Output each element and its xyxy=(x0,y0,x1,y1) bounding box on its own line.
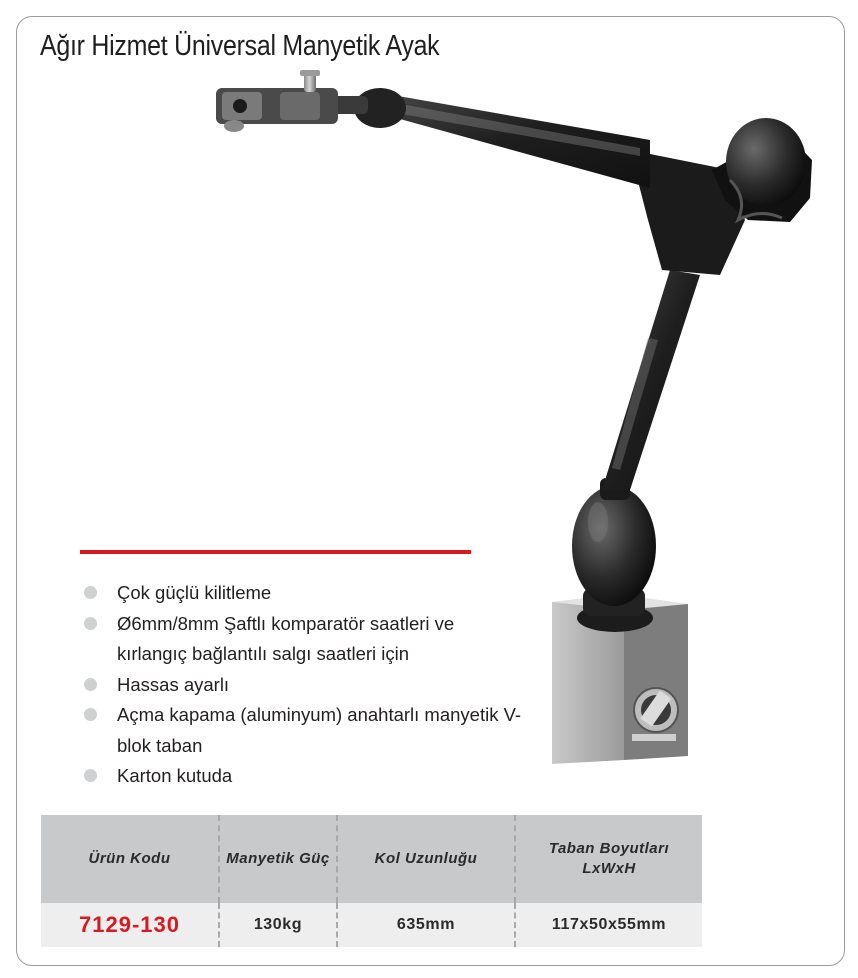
bullet-icon xyxy=(84,617,97,630)
feature-item xyxy=(84,578,524,609)
bullet-icon xyxy=(84,678,97,691)
feature-item xyxy=(84,670,524,701)
base-dimensions-value: 117x50x55mm xyxy=(515,903,702,947)
table-header-row xyxy=(41,815,702,903)
feature-text: Çok güçlü kilitleme xyxy=(117,582,272,603)
bullet-icon xyxy=(84,769,97,782)
spec-table xyxy=(41,815,702,947)
ball-joint xyxy=(572,486,656,606)
header-magnetic-force: Manyetik Güç xyxy=(219,815,337,903)
feature-text: Karton kutuda xyxy=(117,765,233,786)
clamp-head xyxy=(216,70,338,132)
header-arm-length: Kol Uzunluğu xyxy=(337,815,515,903)
table-row xyxy=(41,903,702,947)
feature-item xyxy=(84,761,524,792)
feature-list xyxy=(84,578,524,792)
feature-text: Ø6mm/8mm Şaftlı komparatör saatleri ve kırlangıç bağlantılı salgı saatleri için xyxy=(117,612,455,664)
product-code: 7129-130 xyxy=(41,903,219,947)
arm-length-value: 635mm xyxy=(337,903,515,947)
feature-item xyxy=(84,700,524,761)
feature-item xyxy=(84,609,524,670)
feature-text: Hassas ayarlı xyxy=(117,673,230,695)
feature-text: Açma kapama (aluminyum) anahtarlı manyetik V-blok taban xyxy=(117,704,522,756)
accent-divider xyxy=(80,550,471,554)
page-title: Ağır Hizmet Üniversal Manyetik Ayak xyxy=(40,30,440,62)
magnetic-force-value: 130kg xyxy=(219,903,337,947)
header-base-dimensions: Taban Boyutları LxWxH xyxy=(515,815,702,903)
label-plate xyxy=(632,734,676,741)
bullet-icon xyxy=(84,708,97,721)
bullet-icon xyxy=(84,586,97,599)
header-product-code: Ürün Kodu xyxy=(41,815,219,903)
